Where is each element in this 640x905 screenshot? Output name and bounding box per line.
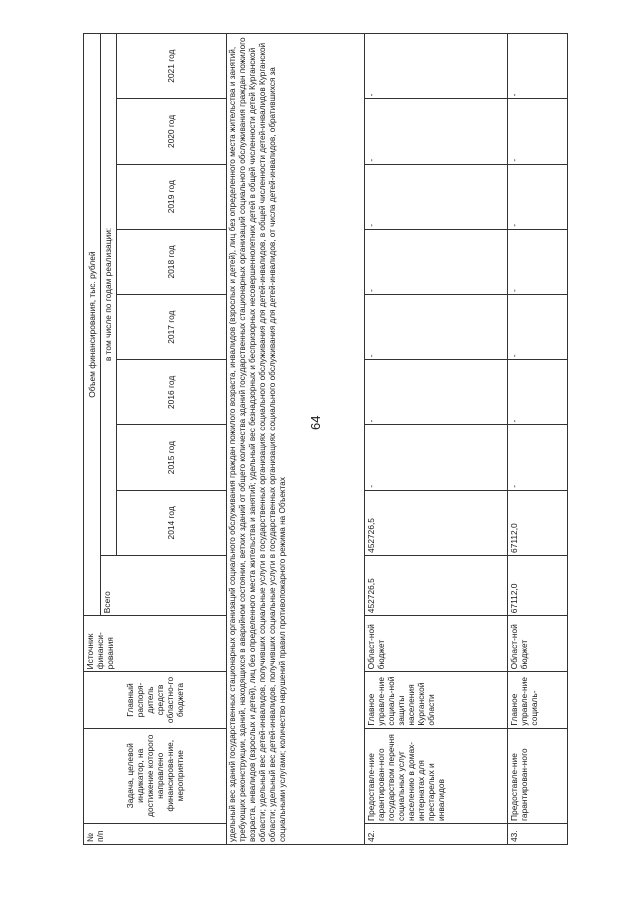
row-year-2021: - (507, 34, 568, 99)
row-year-2016: - (507, 360, 568, 425)
header-year-2016: 2016 год (117, 360, 227, 425)
table-row (364, 34, 507, 845)
page-number: 64 (308, 415, 323, 430)
header-year-2021: 2021 год (117, 34, 227, 99)
row-year-2015: - (507, 425, 568, 490)
header-year-2019: 2019 год (117, 164, 227, 229)
row-year-2016: - (364, 360, 507, 425)
row-year-2019: - (507, 164, 568, 229)
header-manager: Главный распоря-дитель средств областно-го бюджета (84, 672, 227, 728)
row-year-2018: - (507, 229, 568, 294)
row-total: 452726,5 (364, 555, 507, 615)
row-total: 67112,0 (507, 555, 568, 615)
row-year-2019: - (364, 164, 507, 229)
indicators-text: удельный вес зданий государственных стационарных организаций социального обслуживания граждан пожилого возраста, инвалидов (взрослых и детей), лиц без определенного места жительства и занятий, требующих реконструкции, зданий, находящихся в аварийном состоянии, ветхих зданий от общего количества зданий государственных стационарных организаций социального обслуживания граждан пожилого возраста, инвалидов (взрослых и детей), лиц без определенного места жительства и занятий; удельный вес безнадзорных и беспризорных несовершеннолетних детей в общей численности детей Курганской области; удельный вес детей-инвалидов, получивших социальные услуги в государственных организациях социального обслуживания для детей-инвалидов, в общей численности детей-инвалидов Курганской области; удельный вес детей-инвалидов, получивших социальные услуги в государственных организациях социального обслуживания для детей-инвалидов, от числа детей-инвалидов, обратившихся за социальными услугами; количество нарушений правил противопожарного режима на Объектах (227, 34, 365, 845)
header-year-2018: 2018 год (117, 229, 227, 294)
header-year-2015: 2015 год (117, 425, 227, 490)
header-task: Задача, целевой индикатор, на достижение которого направлено финансирова-ние, мероприятие (84, 728, 227, 823)
row-year-2015: - (364, 425, 507, 490)
row-num: 43. (507, 823, 568, 844)
row-year-2018: - (364, 229, 507, 294)
rotated-table-wrapper (83, 33, 568, 845)
row-task: Предоставле-ние гарантирован-ного (507, 728, 568, 823)
row-manager: Главное управле-ние социаль-ной защиты населения Курганской области (364, 672, 507, 728)
header-source: Источник финанси-рования (84, 616, 227, 672)
header-num: № п/п (84, 823, 227, 844)
row-source: Област-ной бюджет (364, 616, 507, 672)
table-row (507, 34, 568, 845)
header-year-2017: 2017 год (117, 295, 227, 360)
header-year-2014: 2014 год (117, 490, 227, 555)
row-num: 42. (364, 823, 507, 844)
row-year-2014: 67112,0 (507, 490, 568, 555)
header-year-2020: 2020 год (117, 99, 227, 164)
row-year-2014: 452726,5 (364, 490, 507, 555)
row-year-2021: - (364, 34, 507, 99)
row-year-2017: - (364, 295, 507, 360)
header-volume: Объем финансирования, тыс. рублей (84, 34, 101, 616)
row-task: Предоставле-ние гарантирован-ного государством перечня социальных услуг населению в домах-интернатах для престарелых и инвалидов (364, 728, 507, 823)
row-manager: Главное управле-ние социаль- (507, 672, 568, 728)
row-year-2020: - (507, 99, 568, 164)
row-source: Област-ной бюджет (507, 616, 568, 672)
financing-table (83, 33, 568, 845)
row-year-2020: - (364, 99, 507, 164)
row-year-2017: - (507, 295, 568, 360)
header-total: Всего (100, 555, 227, 615)
header-by-years: в том числе по годам реализации: (100, 34, 117, 556)
